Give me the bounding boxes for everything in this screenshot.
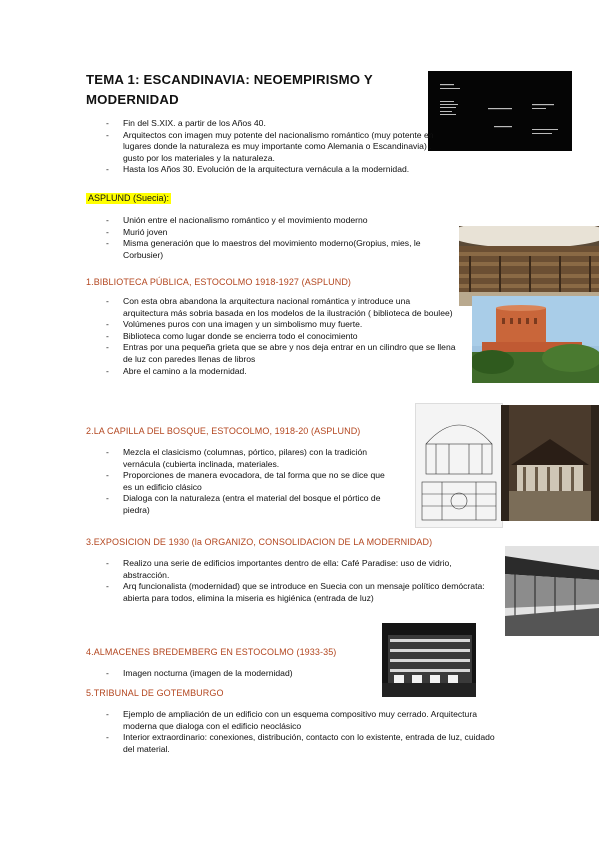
list-item: - Unión entre el nacionalismo romántico y el movimiento moderno (104, 215, 424, 227)
list-item: - Imagen nocturna (imagen de la modernidad) (104, 668, 374, 680)
list-item: - Realizo una serie de edificios importantes dentro de ella: Café Paradise: uso de vidrio, abstracción. (104, 558, 498, 581)
list-item: - Biblioteca como lugar donde se encierra todo el conocimiento (104, 331, 456, 343)
asplund-list (104, 215, 424, 261)
list-item: - Arquitectos con imagen muy potente del nacionalismo romántico (muy potente en lugares donde la naturaleza es muy importante como Alemania o Escandinavia) . gusto por los materiales y la naturaleza. (104, 130, 454, 165)
list-item: - Ejemplo de ampliación de un edificio con un esquema compositivo muy cerrado. Arquitectura moderna que dialoga con el edificio neoclásico (104, 709, 498, 732)
section-heading-2: 2.LA CAPILLA DEL BOSQUE, ESTOCOLMO, 1918-20 (ASPLUND) (86, 426, 361, 436)
list-item: - Fin del S.XIX. a partir de los Años 40. (104, 118, 454, 130)
list-item: - Arq funcionalista (modernidad) que se introduce en Suecia con un mensaje político demócrata: abierta para todos, elimina la miseria es higiénica (entrada de luz) (104, 581, 498, 604)
list-item: - Mezcla el clasicismo (columnas, pórtico, pilares) con la tradición vernácula (cubierta inclinada, materiales. (104, 447, 390, 470)
list-item: - Murió joven (104, 227, 424, 239)
chapel-photo-graphic (501, 405, 599, 521)
section-1-list (104, 296, 456, 377)
chapel-photo (501, 405, 599, 521)
chapel-drawing-graphic (416, 404, 502, 527)
bredenberg-night-photo (382, 623, 476, 697)
library-interior-graphic (459, 226, 599, 306)
list-item: - Con esta obra abandona la arquitectura nacional romántica y introduce una arquitectura más sobria basada en los modelos de la ilustración ( biblioteca de boulee) (104, 296, 456, 319)
bredenberg-night-graphic (382, 623, 476, 697)
exhibition-photo-graphic (505, 546, 599, 636)
page-title: TEMA 1: ESCANDINAVIA: NEOEMPIRISMO Y MODERNIDAD (86, 72, 373, 107)
section-5-list (104, 709, 498, 755)
asplund-heading: ASPLUND (Suecia): (88, 193, 170, 203)
list-item: - Hasta los Años 30. Evolución de la arquitectura vernácula a la modernidad. (104, 164, 454, 176)
list-item: - Proporciones de manera evocadora, de tal forma que no se dice que es un edificio clásico (104, 470, 390, 493)
list-item: - Interior extraordinario: conexiones, distribución, contacto con lo existente, entrada de luz, cuidado del material. (104, 732, 498, 755)
section-heading-3: 3.EXPOSICION DE 1930 (la ORGANIZO, CONSOLIDACION DE LA MODERNIDAD) (86, 537, 433, 547)
chapel-drawing (415, 403, 503, 528)
section-heading-1: 1.BIBLIOTECA PÚBLICA, ESTOCOLMO 1918-1927 (ASPLUND) (86, 277, 352, 287)
section-2-list (104, 447, 390, 517)
list-item: - Entras por una pequeña grieta que se abre y nos deja entrar en un cilindro que se llena de luz con paredes llenas de libros (104, 342, 456, 365)
list-item: - Misma generación que lo maestros del movimiento moderno(Gropius, mies, le Corbusier) (104, 238, 424, 261)
library-interior-photo (459, 226, 599, 306)
intro-list (104, 118, 454, 176)
section-heading-5: 5.TRIBUNAL DE GOTEMBURGO (86, 688, 224, 698)
list-item: - Abre el camino a la modernidad. (104, 366, 456, 378)
section-heading-4: 4.ALMACENES BREDEMBERG EN ESTOCOLMO (1933-35) (86, 647, 337, 657)
section-4-list (104, 668, 374, 680)
exhibition-photo (505, 546, 599, 636)
list-item: - Dialoga con la naturaleza (entra el material del bosque el pórtico de piedra) (104, 493, 390, 516)
library-exterior-graphic (472, 296, 599, 383)
library-exterior-photo (472, 296, 599, 383)
list-item: - Volúmenes puros con una imagen y un simbolismo muy fuerte. (104, 319, 456, 331)
section-3-list (104, 558, 498, 604)
